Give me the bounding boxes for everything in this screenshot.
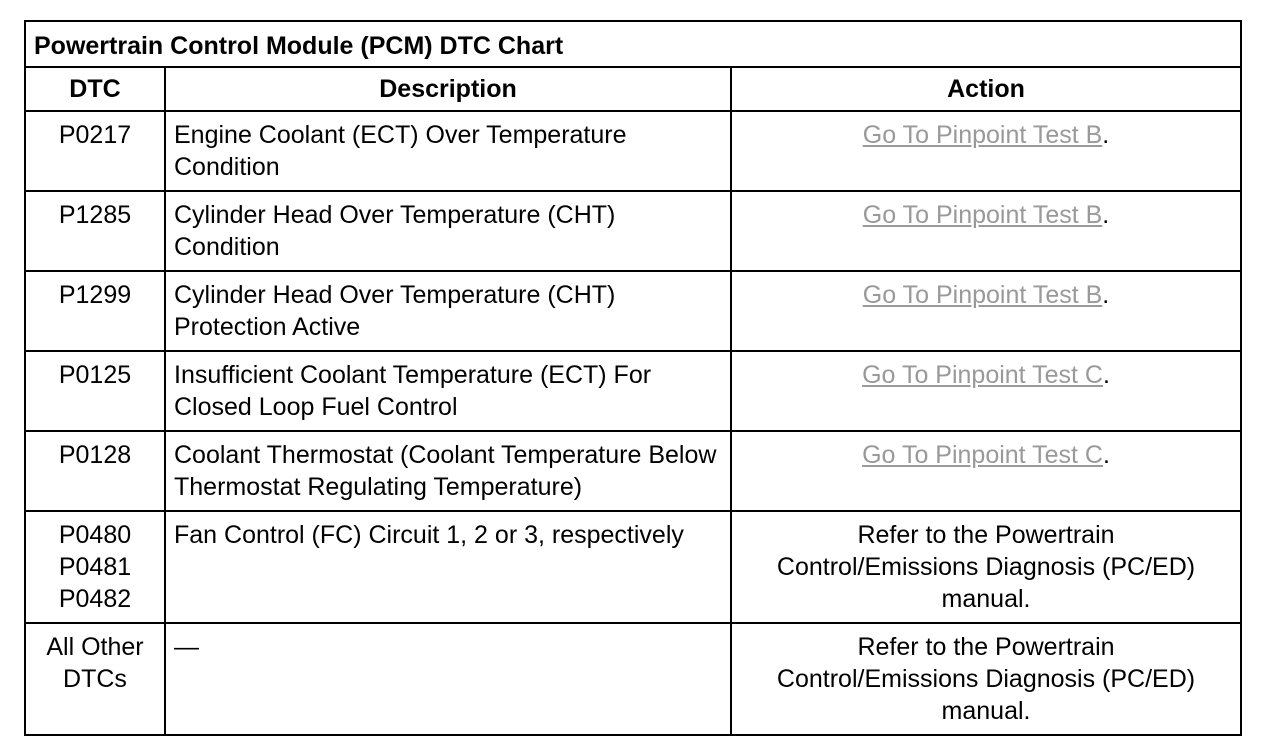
action-cell <box>731 431 1241 511</box>
action-suffix: . <box>1102 361 1110 389</box>
description-cell: Fan Control (FC) Circuit 1, 2 or 3, respectively <box>165 511 731 623</box>
table-row <box>25 351 1241 431</box>
action-suffix: . <box>1102 281 1110 309</box>
table-title-row <box>25 21 1241 67</box>
action-cell <box>731 623 1241 735</box>
table-row <box>25 111 1241 191</box>
dtc-code-cell: P1285 <box>25 191 165 271</box>
dtc-code-cell: P0128 <box>25 431 165 511</box>
table-row <box>25 191 1241 271</box>
table-title: Powertrain Control Module (PCM) DTC Chart <box>25 21 1241 67</box>
pinpoint-test-link[interactable]: Go To Pinpoint Test B <box>862 281 1103 309</box>
dtc-chart-table <box>24 20 1242 736</box>
action-cell <box>731 351 1241 431</box>
table-row <box>25 623 1241 735</box>
header-dtc: DTC <box>25 67 165 111</box>
description-cell: Coolant Thermostat (Coolant Temperature Below Thermostat Regulating Temperature) <box>165 431 731 511</box>
action-cell <box>731 191 1241 271</box>
dtc-code-cell: P0480 P0481 P0482 <box>25 511 165 623</box>
action-suffix: . <box>1102 441 1110 469</box>
action-cell <box>731 271 1241 351</box>
description-cell: Insufficient Coolant Temperature (ECT) For Closed Loop Fuel Control <box>165 351 731 431</box>
dtc-code-cell: P0217 <box>25 111 165 191</box>
dtc-code-cell: P1299 <box>25 271 165 351</box>
header-action: Action <box>731 67 1241 111</box>
action-text: Refer to the Powertrain Control/Emissions Diagnosis (PC/ED) manual. <box>776 521 1196 613</box>
header-description: Description <box>165 67 731 111</box>
dtc-code-cell: P0125 <box>25 351 165 431</box>
pinpoint-test-link[interactable]: Go To Pinpoint Test B <box>862 121 1103 149</box>
table-header-row <box>25 67 1241 111</box>
dtc-code-cell: All Other DTCs <box>25 623 165 735</box>
description-cell: Engine Coolant (ECT) Over Temperature Condition <box>165 111 731 191</box>
description-cell: Cylinder Head Over Temperature (CHT) Condition <box>165 191 731 271</box>
table-row <box>25 431 1241 511</box>
table-row <box>25 271 1241 351</box>
action-suffix: . <box>1102 201 1110 229</box>
table-body <box>25 111 1241 735</box>
table-row <box>25 511 1241 623</box>
pinpoint-test-link[interactable]: Go To Pinpoint Test C <box>862 441 1103 469</box>
pinpoint-test-link[interactable]: Go To Pinpoint Test C <box>862 361 1103 389</box>
pinpoint-test-link[interactable]: Go To Pinpoint Test B <box>862 201 1103 229</box>
description-cell: Cylinder Head Over Temperature (CHT) Protection Active <box>165 271 731 351</box>
action-suffix: . <box>1102 121 1110 149</box>
description-cell: — <box>165 623 731 735</box>
action-cell <box>731 511 1241 623</box>
action-cell <box>731 111 1241 191</box>
action-text: Refer to the Powertrain Control/Emissions Diagnosis (PC/ED) manual. <box>776 633 1196 725</box>
